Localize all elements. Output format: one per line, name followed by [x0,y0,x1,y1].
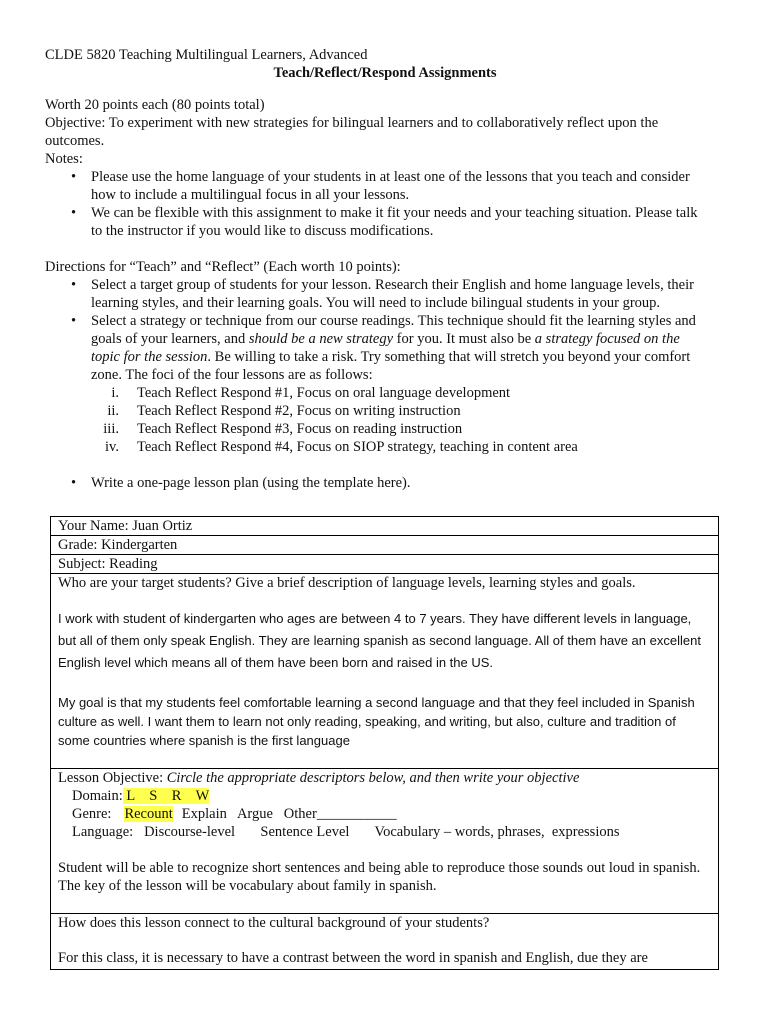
genre-selected: Recount [124,806,173,822]
lesson-foci-list [91,384,705,456]
lesson-focus-item [107,402,705,420]
table-row [51,769,719,914]
domain-values: L S R W [122,788,210,804]
cultural-connection-cell [51,914,719,970]
grade-cell: Grade: Kindergarten [51,536,719,555]
table-row [51,517,719,536]
notes-list [45,168,725,240]
name-cell: Your Name: Juan Ortiz [51,517,719,536]
lesson-text: Teach Reflect Respond #3, Focus on reading instruction [137,421,463,437]
domain-label: Domain: [72,788,123,804]
genre-row [58,805,711,823]
note-item: • We can be flexible with this assignment to make it fit your needs and your teaching situation. Please talk to the instructor if you would like to discuss modifications. [91,204,725,240]
table-row [51,574,719,769]
language-row: Language: Discourse-level Sentence Level Vocabulary – words, phrases, expressions [72,824,620,840]
worth-line: Worth 20 points each (80 points total) [45,97,265,113]
culture-question: How does this lesson connect to the cultural background of your students? [58,915,490,931]
lesson-focus-item [111,384,705,402]
lesson-plan-table [50,516,719,970]
objective-header [58,769,711,787]
lesson-number: iii. [103,421,119,437]
target-question: Who are your target students? Give a brief description of language levels, learning styles and goals. [58,575,636,591]
notes-label: Notes: [45,151,83,167]
target-answer: My goal is that my students feel comfortable learning a second language and that they feel included in Spanish culture as well. I want them to learn not only reading, speaking, and writing, but also, culture and tradition of some countries where spanish is the first language [58,695,695,748]
genre-label: Genre: [72,806,112,822]
lesson-text: Teach Reflect Respond #1, Focus on oral language development [137,385,511,401]
course-title: CLDE 5820 Teaching Multilingual Learners, Advanced [45,47,368,63]
objective-label: Lesson Objective: [58,770,167,786]
lesson-number: iv. [105,439,119,455]
objective-answer: Student will be able to recognize short sentences and being able to reproduce those sounds out loud in spanish. The key of the lesson will be vocabulary about family in spanish. [58,860,701,894]
table-row [51,555,719,574]
target-answer: I work with student of kindergarten who ages are between 4 to 7 years. They have different levels in language, but all of them only speak English. They are learning spanish as second language. All of them have an excellent English level which means all of them have been born and raised in the US. [58,611,701,670]
target-students-cell [51,574,719,769]
assignment-title: Teach/Reflect/Respond Assignments [273,65,497,81]
genre-options: Explain Argue Other___________ [181,806,397,822]
direction-item: • Select a target group of students for your lesson. Research their English and home language levels, their learning styles, and their learning goals. You will need to include bilingual students in your group. [91,276,725,312]
note-item: • Please use the home language of your students in at least one of the lessons that you teach and consider how to include a multilingual focus in all your lessons. [91,168,725,204]
lesson-focus-item [103,420,705,438]
direction-item-strategy [91,312,725,474]
direction-item: • Write a one-page lesson plan (using the template here). [91,474,725,492]
domain-row [58,787,711,805]
directions-heading: Directions for “Teach” and “Reflect” (Each worth 10 points): [45,259,401,275]
assignment-page [45,46,725,492]
lesson-number: i. [111,385,119,401]
directions-list [45,276,725,492]
strategy-emphasis: should be a new strategy [248,331,394,347]
culture-answer: For this class, it is necessary to have a contrast between the word in spanish and English, due they are [58,950,648,966]
strategy-text: Select a strategy or technique from our course readings. This technique should fit the learning styles and goals of your learners, and [91,313,696,347]
table-row [51,914,719,970]
lesson-text: Teach Reflect Respond #2, Focus on writing instruction [137,403,461,419]
subject-cell: Subject: Reading [51,555,719,574]
lesson-focus-item [105,438,705,456]
strategy-text: . Be willing to take a risk. Try something that will stretch you beyond your comfort zone. The foci of the four lessons are as follows: [91,349,691,383]
lesson-number: ii. [107,403,119,419]
strategy-text: for you. It must also be [393,331,535,347]
objective-line: Objective: To experiment with new strategies for bilingual learners and to collaboratively reflect upon the outcomes. [45,115,659,149]
lesson-objective-cell [51,769,719,914]
lesson-text: Teach Reflect Respond #4, Focus on SIOP strategy, teaching in content area [137,439,578,455]
strategy-emphasis: a strategy focused on the topic for the session [91,331,680,365]
table-row [51,536,719,555]
objective-instruction: Circle the appropriate descriptors below, and then write your objective [166,770,580,786]
